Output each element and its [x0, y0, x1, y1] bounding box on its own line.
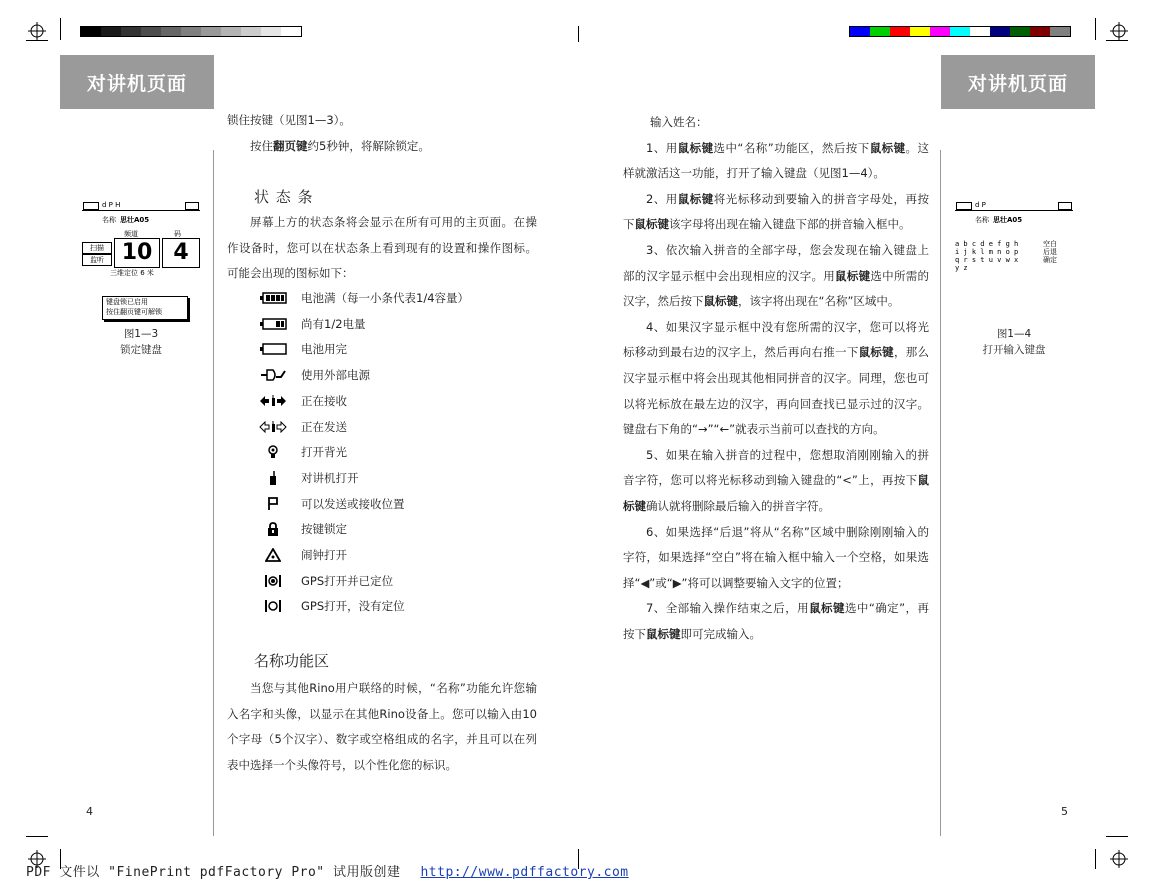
lock-intro: 锁住按键（见图1—3）。 — [227, 113, 351, 127]
status-icon-item — [258, 496, 405, 512]
status-icon-label: 闹钟打开 — [301, 548, 347, 562]
figure-1-3-screen: d P H 名称 思壮A05 频道 码 扫描 监听 10 4 三维定位 6 米 键盘锁已启用 按住翻页键可解锁 — [82, 202, 200, 322]
page-number-left: 4 — [86, 805, 93, 818]
status-bar: d P H — [82, 202, 200, 211]
status-icon-item — [258, 547, 347, 563]
pdf-footer — [26, 861, 629, 880]
color-swatch — [850, 27, 870, 36]
instruction-step: 2、用鼠标键将光标移动到要输入的拼音字母处，再按下鼠标键该字母将出现在输入键盘下部的拼音输入框中。 — [623, 191, 930, 232]
status-icon-item — [258, 341, 347, 357]
registration-mark-icon — [1110, 850, 1128, 868]
keyboard-grid: a b c d e f g h i j k l m n o p q r s t u v w x y z — [955, 240, 1019, 272]
footer-link[interactable]: http://www.pdffactory.com — [420, 865, 629, 880]
column-rule-right — [940, 150, 941, 836]
color-swatch — [890, 27, 910, 36]
status-icon-label: GPS打开并已定位 — [301, 573, 394, 588]
gps-fixed-icon — [258, 574, 288, 588]
instruction-step: 5、如果在输入拼音的过程中，您想取消刚刚输入的拼音字符，您可以将光标移动到输入键盘的“<”上，再按下鼠标键确认就将删除最后输入的拼音字符。 — [623, 447, 929, 513]
status-icon-label: 使用外部电源 — [301, 368, 370, 383]
figure-1-4-caption: 图1—4 打开输入键盘 — [982, 328, 1046, 356]
radio-on-icon — [258, 471, 288, 485]
page-header-left: 对讲机页面 — [60, 55, 214, 109]
left-text-top — [227, 108, 537, 159]
status-icon-item — [258, 521, 347, 537]
status-icon-label: 正在发送 — [301, 419, 347, 434]
status-icon-label: 电池用完 — [301, 342, 347, 357]
color-swatch — [970, 27, 990, 36]
status-icon-item — [258, 290, 469, 306]
status-icon-label: 尚有1/2电量 — [301, 316, 366, 331]
instruction-step: 6、如果选择“后退”将从“名称”区域中删除刚刚输入的字符，如果选择“空白”将在输入框中输入一个空格，如果选择“◀”或“▶”将可以调整要输入文字的位置； — [623, 524, 929, 590]
instruction-step: 1、用鼠标键选中“名称”功能区，然后按下鼠标键。这样就激活这一功能，打开了输入键盘（见图1—4）。 — [623, 140, 929, 181]
status-icon-label: 按键锁定 — [301, 522, 347, 537]
status-icon-item — [258, 470, 359, 486]
instruction-step: 3、依次输入拼音的全部字母，您会发现在输入键盘上部的汉字显示框中会出现相应的汉字。用鼠标键选中所需的汉字，然后按下鼠标键，该字将出现在“名称”区域中。 — [623, 242, 930, 309]
status-icon-item — [258, 393, 347, 409]
figure-1-4-screen: d P 名称 思壮A05 a b c d e f g h i j k l m n o p q r s t u v w x y z 空白 后退 确定 — [955, 202, 1073, 322]
name-section-body: 当您与其他Rino用户联络的时候，“名称”功能允许您输入名字和头像，以显示在其他Rino设备上。您可以输入由10个字母（5个汉字）、数字或空格组成的名字，并且可以在列表中选择一个头像符号，以个性化您的标识。 — [227, 681, 537, 772]
color-swatch — [990, 27, 1010, 36]
battery-full-icon — [258, 291, 288, 305]
sending-icon — [258, 420, 288, 434]
status-icon-label: 对讲机打开 — [301, 470, 359, 485]
unlock-instruction: 按住翻页键约5秒钟，将解除锁定。 — [250, 138, 430, 153]
lock-icon — [258, 522, 288, 536]
status-icon-label: 正在接收 — [301, 393, 347, 408]
name-section-title: 名称功能区 — [254, 652, 330, 670]
instruction-step: 4、如果汉字显示框中没有您所需的汉字，您可以将光标移动到最右边的汉字上，然后再向右推一下鼠标键，那么汉字显示框中将会出现其他相同拼音的汉字。同理，您也可以将光标放在最左边的汉字，再向回查找已显示过的汉字。键盘右下角的“→”“←”就表示当前可以查找的方向。 — [623, 319, 930, 437]
status-bar: d P — [955, 202, 1073, 211]
keyboard-functions: 空白 后退 确定 — [1043, 240, 1057, 264]
status-icon-label: 可以发送或接收位置 — [301, 496, 405, 511]
battery-half-icon — [258, 317, 288, 331]
status-icon-label: GPS打开，没有定位 — [301, 599, 405, 614]
grayscale-bar — [80, 26, 302, 37]
color-swatch — [950, 27, 970, 36]
page-number-right: 5 — [1061, 805, 1068, 818]
status-icon-item — [258, 367, 370, 383]
instruction-step: 7、全部输入操作结束之后，用鼠标键选中“确定”，再按下鼠标键即可完成输入。 — [623, 601, 929, 641]
lock-popup: 键盘锁已启用 按住翻页键可解锁 — [102, 296, 188, 320]
status-section-title: 状 态 条 — [254, 188, 314, 206]
gps-nofix-icon — [258, 599, 288, 613]
color-swatch — [870, 27, 890, 36]
battery-empty-icon — [258, 342, 288, 356]
status-icon-label: 打开背光 — [301, 445, 347, 460]
status-icon-item — [258, 573, 393, 589]
figure-1-3-caption: 图1—3 锁定键盘 — [120, 328, 162, 356]
registration-mark-icon — [28, 22, 46, 40]
alarm-icon — [258, 548, 288, 562]
status-icon-item — [258, 444, 347, 460]
status-icon-item — [258, 419, 347, 435]
column-rule-left — [213, 150, 214, 836]
color-swatch — [1010, 27, 1030, 36]
registration-mark-icon — [1110, 22, 1128, 40]
footer-text: PDF 文件以 "FinePrint pdfFactory Pro" 试用版创建 — [26, 865, 401, 880]
status-icon-item — [258, 598, 405, 614]
position-icon — [258, 497, 288, 511]
right-text — [623, 110, 929, 647]
page-header-right: 对讲机页面 — [941, 55, 1095, 109]
external-power-icon — [258, 368, 288, 382]
name-input-intro: 输入姓名： — [650, 115, 708, 129]
color-swatch — [910, 27, 930, 36]
color-swatch — [930, 27, 950, 36]
status-section-body: 屏幕上方的状态条将会显示在所有可用的主页面。在操作设备时，您可以在状态条上看到现有的设置和操作图标。可能会出现的图标如下： — [227, 215, 537, 281]
status-icon-label: 电池满（每一小条代表1/4容量） — [301, 291, 470, 305]
color-swatch — [1050, 27, 1070, 36]
status-icon-item — [258, 316, 366, 332]
color-bar — [849, 26, 1071, 37]
backlight-icon — [258, 445, 288, 459]
color-swatch — [1030, 27, 1050, 36]
receiving-icon — [258, 394, 288, 408]
